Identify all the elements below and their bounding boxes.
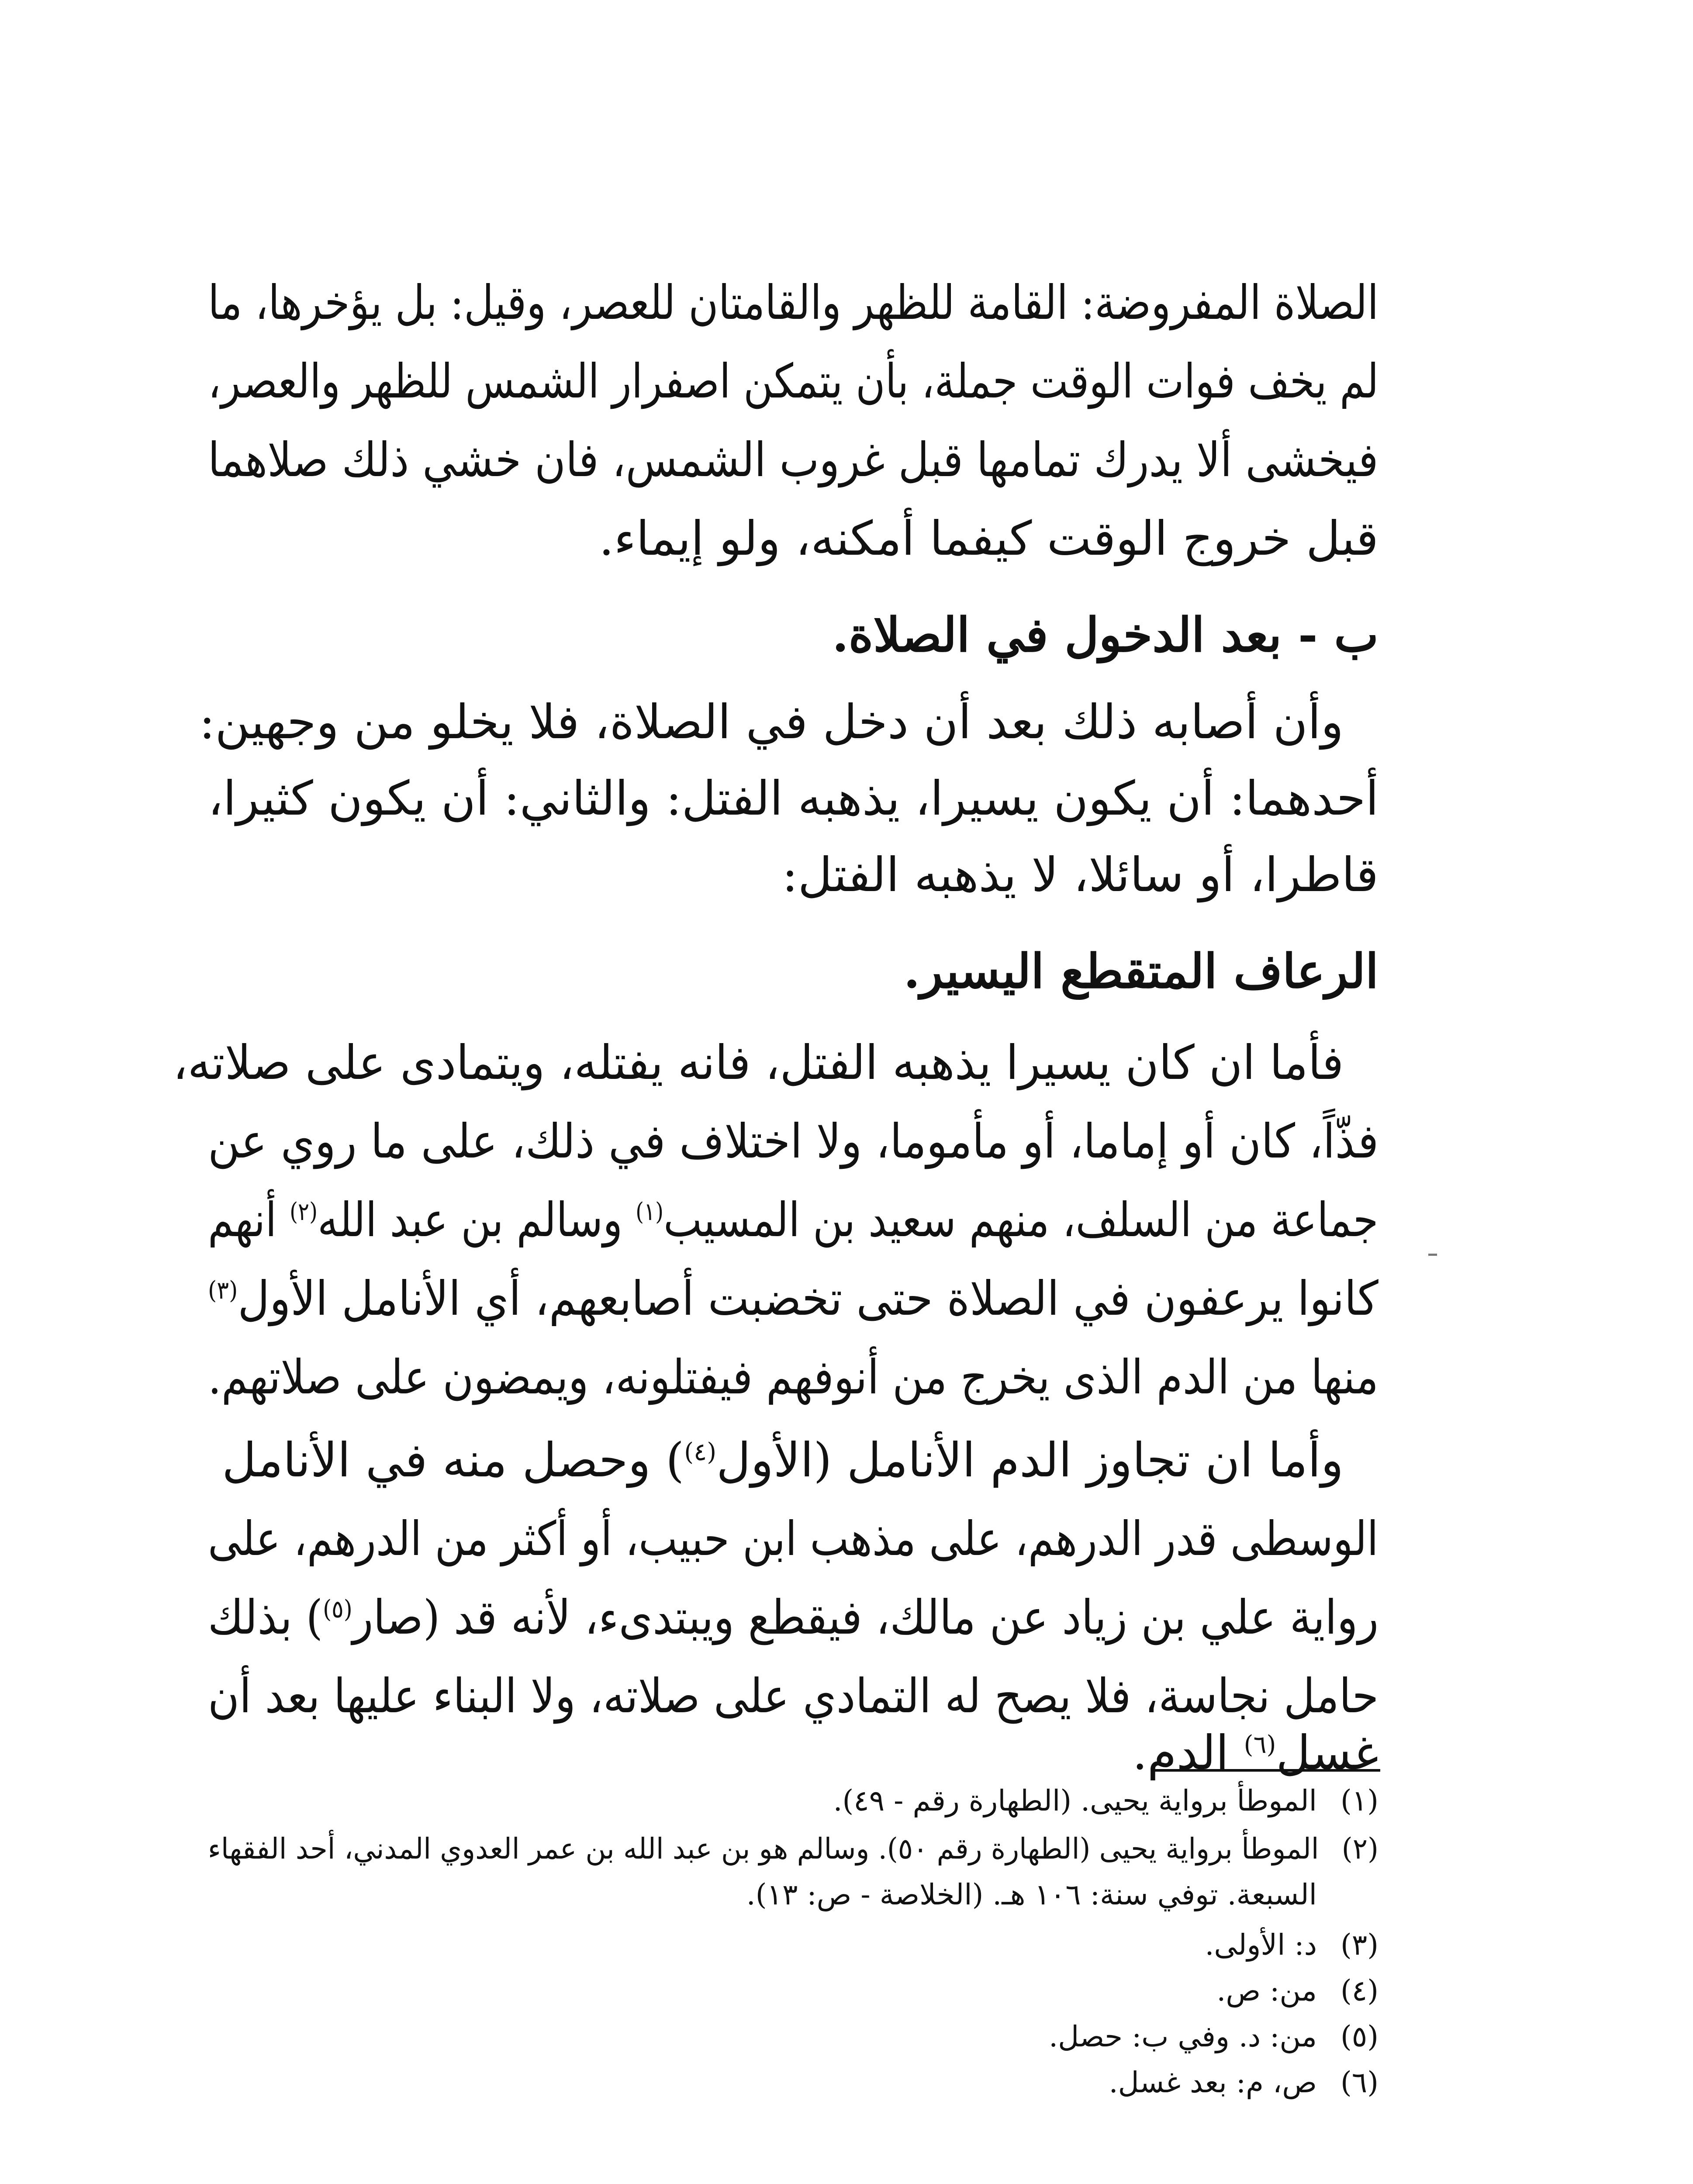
footnote-6-text: ص، م: بعد غسل. xyxy=(1109,2066,1317,2099)
footnote-1-text: الموطأ برواية يحيى. (الطهارة رقم - ٤٩). xyxy=(833,1784,1317,1818)
footnote-ref-6[interactable]: (٦) xyxy=(1244,1731,1276,1759)
paragraph-4-line-5-part-a: غسل xyxy=(1276,1726,1379,1780)
paragraph-3-line-4-text: كانوا يرعفون في الصلاة حتى تخضبت أصابعهم، أي الأنامل الأول xyxy=(238,1272,1379,1326)
paragraph-4-line-2: الوسطى قدر الدرهم، على مذهب ابن حبيب، أو أكثر من الدرهم، على xyxy=(208,1512,1379,1566)
footnote-ref-1[interactable]: (١) xyxy=(636,1198,664,1226)
section-heading-nosebleed: الرعاف المتقطع اليسير. xyxy=(903,944,1379,999)
footnote-2-continued-text: السبعة. توفي سنة: ١٠٦ هـ. (الخلاصة - ص: ١٣). xyxy=(746,1878,1317,1911)
footnote-ref-2[interactable]: (٢) xyxy=(290,1198,318,1226)
paragraph-4-line-1-part-a: وأما ان تجاوز الدم الأنامل (الأول xyxy=(716,1433,1344,1488)
paragraph-3-line-3-part-a: جماعة من السلف، منهم سعيد بن المسيب xyxy=(663,1193,1379,1248)
footnote-1-number: (١) xyxy=(1341,1784,1379,1818)
footnote-5-number: (٥) xyxy=(1341,2020,1379,2053)
footnote-6-number: (٦) xyxy=(1341,2066,1379,2099)
footnote-5 xyxy=(1049,2022,1379,2051)
footnote-2-continued xyxy=(746,1880,1379,1909)
footnote-3 xyxy=(1205,1928,1379,1962)
paragraph-1-line-4: قبل خروج الوقت كيفما أمكنه، ولو إيماء. xyxy=(599,511,1379,566)
footnote-6 xyxy=(1109,2068,1379,2097)
paragraph-4-line-3-part-a: رواية علي بن زياد عن مالك، فيقطع ويبتدىء، لأنه قد (صار xyxy=(352,1590,1379,1645)
paragraph-4-line-1 xyxy=(222,1433,1344,1488)
section-heading-b: ب - بعد الدخول في الصلاة. xyxy=(832,608,1379,663)
footnote-ref-3[interactable]: (٣) xyxy=(208,1276,238,1305)
paragraph-3-line-4 xyxy=(208,1272,1379,1326)
footnote-1 xyxy=(833,1784,1379,1818)
paragraph-3-line-1: فأما ان كان يسيرا يذهبه الفتل، فانه يفتله، ويتمادى على صلاته، xyxy=(173,1036,1344,1090)
footnote-2-number: (٢) xyxy=(1341,1832,1379,1866)
footnote-5-text: من: د. وفي ب: حصل. xyxy=(1049,2020,1317,2053)
paragraph-1-line-3: فيخشى ألا يدرك تمامها قبل غروب الشمس، فان خشي ذلك صلاهما xyxy=(208,433,1379,487)
footnote-separator xyxy=(1153,1769,1380,1772)
paragraph-3-line-3 xyxy=(208,1193,1379,1248)
footnote-4-number: (٤) xyxy=(1341,1974,1379,2008)
footnote-2 xyxy=(207,1832,1379,1866)
footnote-3-text: د: الأولى. xyxy=(1205,1928,1317,1962)
paragraph-3-line-3-part-c: أنهم xyxy=(208,1193,290,1248)
paragraph-4-line-4: حامل نجاسة، فلا يصح له التمادي على صلاته، ولا البناء عليها بعد أن xyxy=(207,1669,1379,1724)
footnote-3-number: (٣) xyxy=(1341,1928,1379,1962)
paragraph-2-line-3: قاطرا، أو سائلا، لا يذهبه الفتل: xyxy=(782,848,1379,902)
margin-mark xyxy=(1428,1254,1437,1256)
paragraph-2-line-2: أحدهما: أن يكون يسيرا، يذهبه الفتل: والثاني: أن يكون كثيرا، xyxy=(207,771,1379,826)
paragraph-3-line-3-part-b: وسالم بن عبد الله xyxy=(318,1193,636,1248)
footnote-4 xyxy=(1216,1974,1379,2008)
paragraph-2-line-1: وأن أصابه ذلك بعد أن دخل في الصلاة، فلا يخلو من وجهين: xyxy=(199,695,1344,750)
paragraph-4-line-1-part-b: ) وحصل منه في الأنامل xyxy=(222,1433,684,1488)
paragraph-3-line-2: فذّاً، كان أو إماما، أو مأموما، ولا اختلاف في ذلك، على ما روي عن xyxy=(207,1114,1379,1169)
paragraph-1-line-1: الصلاة المفروضة: القامة للظهر والقامتان للعصر، وقيل: بل يؤخرها، ما xyxy=(207,276,1379,330)
paragraph-4-line-5-part-b: الدم. xyxy=(1132,1726,1244,1780)
footnote-2-text: الموطأ برواية يحيى (الطهارة رقم ٥٠). وسالم هو بن عبد الله بن عمر العدوي المدني، أحد الفقهاء xyxy=(207,1832,1319,1866)
paragraph-4-line-3-part-b: ) بذلك xyxy=(207,1590,323,1645)
paragraph-4-line-3 xyxy=(207,1590,1379,1645)
footnote-ref-5[interactable]: (٥) xyxy=(322,1595,352,1624)
paragraph-3-line-5: منها من الدم الذى يخرج من أنوفهم فيفتلونه، ويمضون على صلاتهم. xyxy=(208,1350,1379,1405)
footnote-4-text: من: ص. xyxy=(1216,1974,1317,2008)
paragraph-1-line-2: لم يخف فوات الوقت جملة، بأن يتمكن اصفرار الشمس للظهر والعصر، xyxy=(207,354,1379,409)
footnote-ref-4[interactable]: (٤) xyxy=(684,1438,717,1466)
